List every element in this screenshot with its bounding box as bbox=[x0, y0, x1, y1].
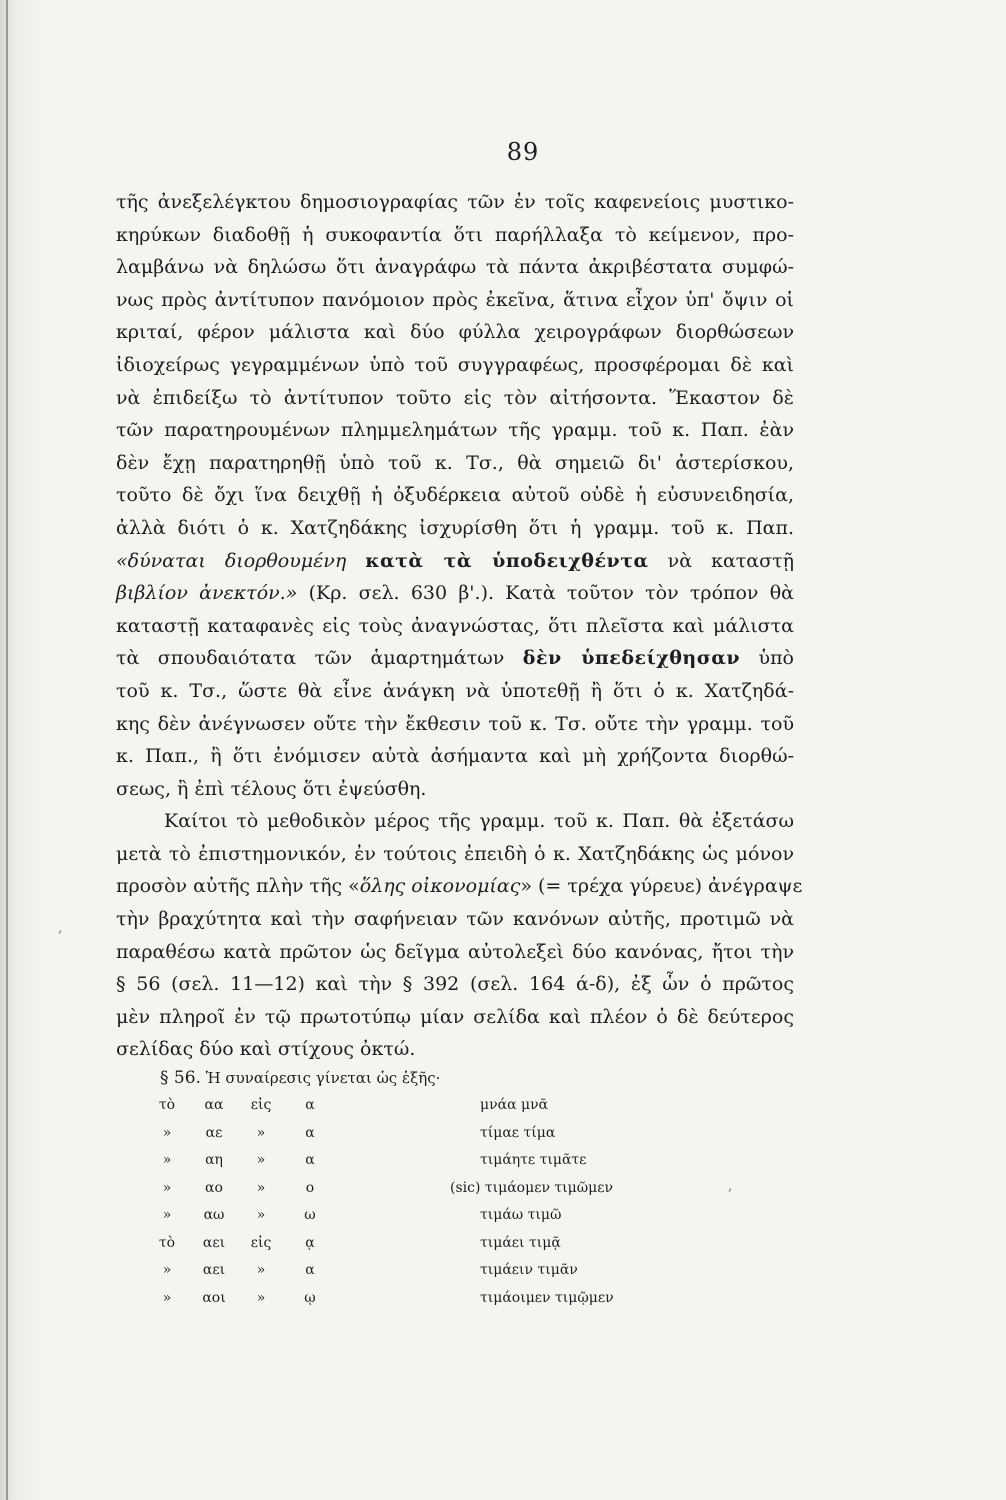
table-row bbox=[150, 1092, 650, 1120]
into-word: » bbox=[256, 1289, 266, 1306]
text-line: σεως, ἢ ἐπὶ τέλους ὅτι ἐψεύσθη. bbox=[116, 777, 427, 800]
text-line bbox=[116, 870, 803, 903]
text-line: τοῦτο δὲ ὄχι ἵνα δειχθῇ ἡ ὀξυδέρκεια αὐτοῦ οὐδὲ ἡ εὐσυνειδησία, bbox=[116, 484, 794, 507]
text-line: κηρύκων διαδοθῇ ἡ συκοφαντία ὅτι παρήλλαξα τὸ κείμενον, προ- bbox=[116, 223, 794, 246]
text-line: τῶν παρατηρουμένων πλημμελημάτων τῆς γραμμ. τοῦ κ. Παπ. ἐὰν bbox=[116, 419, 794, 442]
table-row bbox=[150, 1257, 650, 1285]
text-run: νὰ καταστῇ bbox=[667, 549, 794, 572]
row-marker: » bbox=[162, 1289, 172, 1306]
text-line: κριταί, φέρον μάλιστα καὶ δύο φύλλα χειρογράφων διορθώσεων bbox=[116, 321, 794, 344]
row-marker: » bbox=[162, 1207, 172, 1223]
vowel-pair: αα bbox=[204, 1097, 224, 1113]
vowel-pair: αω bbox=[203, 1207, 225, 1223]
text-run: (Κρ. σελ. 630 β'.). Κατὰ τοῦτον τὸν τρόπον θὰ bbox=[308, 582, 794, 605]
result-vowel: ῳ bbox=[304, 1289, 316, 1306]
page-number: 89 bbox=[506, 138, 540, 166]
row-marker: » bbox=[162, 1262, 172, 1278]
text-line: κης δὲν ἀνέγνωσεν οὔτε τὴν ἔκθεσιν τοῦ κ. Τσ. οὔτε τὴν γραμμ. τοῦ bbox=[116, 712, 794, 735]
vowel-pair: αει bbox=[202, 1234, 226, 1251]
text-line: καταστῇ καταφανὲς εἰς τοὺς ἀναγνώστας, ὅτι πλεῖστα καὶ μάλιστα bbox=[116, 614, 794, 637]
text-run: ὅλης οἰκονομίας bbox=[359, 875, 521, 898]
into-word: εἰς bbox=[250, 1097, 272, 1113]
example-word: (sic) τιμάομεν τιμῶμεν bbox=[450, 1179, 614, 1196]
vowel-pair: αη bbox=[205, 1152, 223, 1168]
text-run: δὲν ὑπεδείχθησαν bbox=[522, 647, 741, 670]
text-run: κατὰ τὰ ὑποδειχθέντα bbox=[365, 549, 649, 572]
text-run: » (= τρέχα γύρευε) ἀνέγραψε bbox=[520, 875, 803, 898]
text-run: βιβλίον ἀνεκτόν.» bbox=[116, 582, 298, 605]
text-line bbox=[116, 577, 794, 610]
table-row bbox=[150, 1147, 650, 1175]
text-line: μετὰ τὸ ἐπιστημονικόν, ἐν τούτοις ἐπειδὴ ὁ κ. Χατζηδάκης ὡς μόνον bbox=[116, 842, 794, 865]
text-run: «δύναται διορθουμένη bbox=[116, 549, 347, 572]
into-word: » bbox=[256, 1179, 266, 1196]
result-vowel: ᾳ bbox=[305, 1234, 315, 1251]
result-vowel: ο bbox=[305, 1179, 315, 1196]
text-line: σελίδας δύο καὶ στίχους ὀκτώ. bbox=[116, 1038, 416, 1061]
vowel-pair: αο bbox=[205, 1179, 223, 1196]
body-text bbox=[116, 186, 803, 1066]
example-word: τιμάητε τιμᾶτε bbox=[480, 1152, 587, 1168]
text-line: τοῦ κ. Τσ., ὥστε θὰ εἶνε ἀνάγκη νὰ ὑποτεθῇ ἢ ὅτι ὁ κ. Χατζηδά- bbox=[116, 679, 794, 702]
table-row bbox=[150, 1120, 650, 1148]
example-word: τιμάω τιμῶ bbox=[480, 1207, 562, 1223]
contraction-rules bbox=[150, 1064, 650, 1312]
text-line: τῆς ἀνεξελέγκτου δημοσιογραφίας τῶν ἐν τοῖς καφενείοις μυστικο- bbox=[116, 191, 794, 213]
text-line: τὴν βραχύτητα καὶ τὴν σαφήνειαν τῶν κανόνων αὐτῆς, προτιμῶ νὰ bbox=[116, 908, 794, 931]
rule-heading-text: Ἡ συναίρεσις γίνεται ὡς ἑξῆς· bbox=[205, 1069, 441, 1087]
text-line: μὲν πληροῖ ἐν τῷ πρωτοτύπῳ μίαν σελίδα καὶ πλέον ὁ δὲ δεύτερος bbox=[116, 1005, 794, 1028]
into-word: » bbox=[256, 1207, 266, 1223]
vowel-pair: αε bbox=[205, 1124, 223, 1141]
section-number: § 56. bbox=[160, 1068, 201, 1088]
table-row bbox=[150, 1230, 650, 1258]
row-marker: τὸ bbox=[158, 1234, 176, 1251]
result-vowel: α bbox=[305, 1152, 315, 1168]
example-word: τιμάειν τιμᾶν bbox=[480, 1262, 578, 1278]
rule-heading bbox=[150, 1064, 650, 1092]
text-line: κ. Παπ., ἢ ὅτι ἐνόμισεν αὐτὰ ἀσήμαντα καὶ μὴ χρήζοντα διορθώ- bbox=[116, 745, 794, 768]
contraction-rows bbox=[150, 1092, 650, 1312]
text-line: § 56 (σελ. 11—12) καὶ τὴν § 392 (σελ. 164 ά-δ), ἐξ ὧν ὁ πρῶτος bbox=[116, 973, 794, 996]
text-run: προσὸν αὐτῆς πλὴν τῆς « bbox=[116, 875, 360, 898]
example-word: μνάα μνᾶ bbox=[480, 1097, 549, 1113]
text-line: ἰδιοχείρως γεγραμμένων ὑπὸ τοῦ συγγραφέως, προσφέρομαι δὲ καὶ bbox=[116, 353, 794, 376]
row-marker: » bbox=[162, 1124, 172, 1141]
text-run: ὑπὸ bbox=[758, 647, 794, 670]
text-line bbox=[116, 642, 794, 675]
table-row bbox=[150, 1285, 650, 1313]
text-run: τὰ σπουδαιότατα τῶν ἁμαρτημάτων bbox=[116, 647, 505, 670]
margin-mark: , bbox=[728, 1178, 733, 1194]
table-row bbox=[150, 1175, 650, 1203]
margin-mark: , bbox=[58, 920, 63, 936]
text-line bbox=[116, 545, 794, 578]
binding-edge bbox=[6, 0, 8, 1500]
result-vowel: ω bbox=[304, 1207, 316, 1223]
into-word: » bbox=[256, 1152, 266, 1168]
text-line: παραθέσω κατὰ πρῶτον ὡς δεῖγμα αὐτολεξεὶ δύο κανόνας, ἤτοι τὴν bbox=[116, 940, 794, 963]
text-line: Καίτοι τὸ μεθοδικὸν μέρος τῆς γραμμ. τοῦ κ. Παπ. θὰ ἐξετάσω bbox=[164, 810, 794, 833]
row-marker: » bbox=[162, 1152, 172, 1168]
result-vowel: α bbox=[305, 1262, 315, 1278]
row-marker: τὸ bbox=[158, 1097, 176, 1113]
text-line: νὰ ἐπιδείξω τὸ ἀντίτυπον τοῦτο εἰς τὸν αἰτήσοντα. Ἕκαστον δὲ bbox=[116, 386, 794, 409]
example-word: τιμάει τιμᾷ bbox=[480, 1234, 561, 1251]
example-word: τιμάοιμεν τιμῷμεν bbox=[480, 1289, 614, 1306]
text-line: λαμβάνω νὰ δηλώσω ὅτι ἀναγράφω τὰ πάντα ἀκριβέστατα συμφώ- bbox=[116, 256, 794, 279]
table-row bbox=[150, 1202, 650, 1230]
row-marker: » bbox=[162, 1179, 172, 1196]
vowel-pair: αει bbox=[202, 1262, 226, 1278]
into-word: » bbox=[256, 1262, 266, 1278]
text-line: δὲν ἔχῃ παρατηρηθῇ ὑπὸ τοῦ κ. Τσ., θὰ σημειῶ δι' ἀστερίσκου, bbox=[116, 451, 794, 474]
example-word: τίμαε τίμα bbox=[480, 1124, 556, 1141]
text-line: νως πρὸς ἀντίτυπον πανόμοιον πρὸς ἐκεῖνα, ἅτινα εἶχον ὑπ' ὄψιν οἱ bbox=[116, 288, 794, 311]
text-line: ἀλλὰ διότι ὁ κ. Χατζηδάκης ἰσχυρίσθη ὅτι ἡ γραμμ. τοῦ κ. Παπ. bbox=[116, 516, 794, 539]
into-word: » bbox=[256, 1124, 266, 1141]
vowel-pair: αοι bbox=[202, 1289, 226, 1306]
into-word: εἰς bbox=[250, 1234, 272, 1251]
result-vowel: α bbox=[305, 1124, 315, 1141]
result-vowel: α bbox=[305, 1097, 315, 1113]
